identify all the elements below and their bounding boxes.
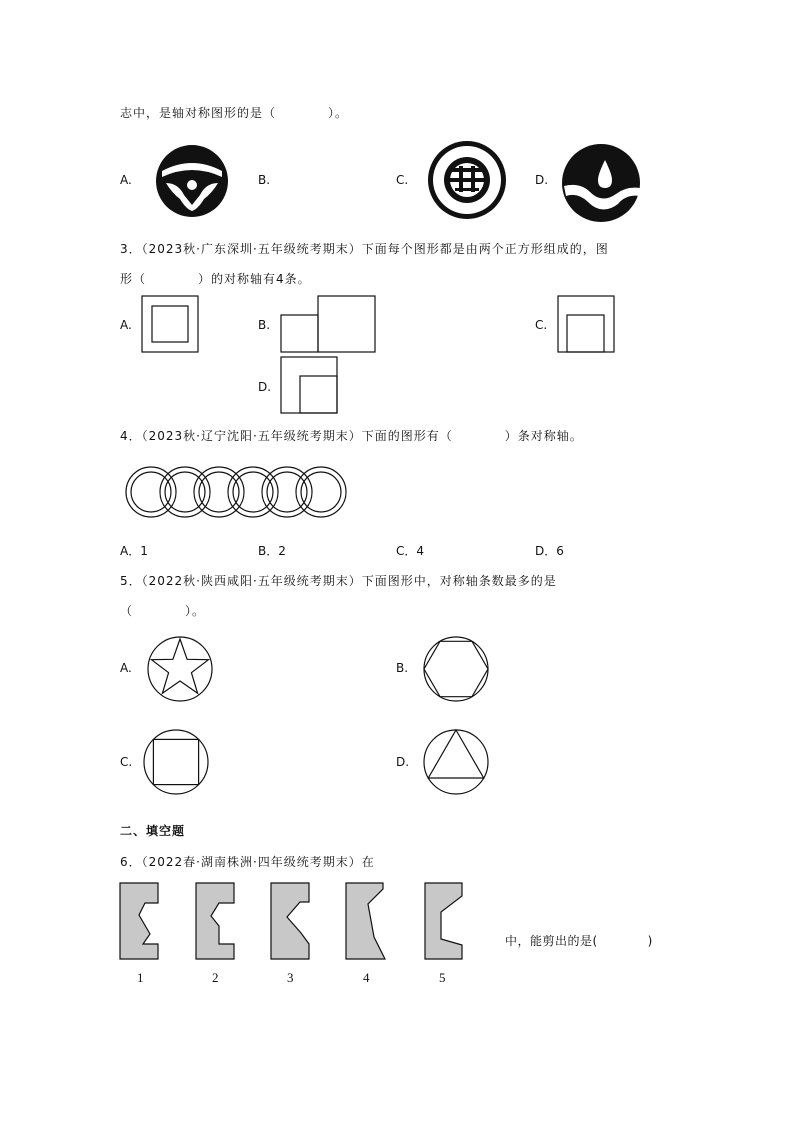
q6-shape-number-5: 5 xyxy=(439,970,446,985)
q4-stem: 4．（2023秋·辽宁沈阳·五年级统考期末）下面的图形有（ ）条对称轴。 xyxy=(120,429,583,443)
q3-figure-c xyxy=(557,295,615,353)
q5-option-c-label: C. xyxy=(120,755,133,769)
q6-shape-number-4: 4 xyxy=(363,970,370,985)
q5-stem-line1: 5．（2022秋·陕西咸阳·五年级统考期末）下面图形中，对称轴条数最多的是 xyxy=(120,574,557,588)
q4-option-a: A．1 xyxy=(120,544,148,558)
q2-option-c-label: C. xyxy=(396,173,409,187)
q3-figure-a xyxy=(141,295,199,353)
q5-option-a-label: A. xyxy=(120,661,132,675)
q2-logo-d xyxy=(560,142,642,224)
q5-stem-line2: （ ）。 xyxy=(120,604,206,618)
q2-logo-a xyxy=(150,139,234,223)
q3-option-b-label: B. xyxy=(258,318,271,332)
q2-stem: 志中，是轴对称图形的是（ ）。 xyxy=(120,106,349,120)
q5-figure-hexagon-in-circle xyxy=(422,635,490,703)
q5-option-b-label: B. xyxy=(396,661,409,675)
q2-option-a-label: A. xyxy=(120,173,132,187)
section-title-fill-in: 二、填空题 xyxy=(120,824,186,838)
q5-figure-triangle-in-circle xyxy=(422,728,490,796)
q4-six-rings-figure xyxy=(124,465,350,519)
q3-figure-d xyxy=(280,356,338,414)
q6-shape-number-1: 1 xyxy=(137,970,144,985)
q6-paper-shapes-figure xyxy=(119,882,469,960)
q2-option-b-label: B. xyxy=(258,173,271,187)
q3-option-d-label: D. xyxy=(258,380,272,394)
q2-option-d-label: D. xyxy=(535,173,549,187)
q6-stem: 6．（2022春·湖南株洲·四年级统考期末）在 xyxy=(120,855,375,869)
q3-option-a-label: A. xyxy=(120,318,132,332)
q2-logo-c xyxy=(425,138,509,222)
q6-shape-number-2: 2 xyxy=(212,970,219,985)
q5-option-d-label: D. xyxy=(396,755,410,769)
q5-figure-star-in-circle xyxy=(146,635,214,703)
q4-option-b: B．2 xyxy=(258,544,286,558)
q4-option-d: D．6 xyxy=(535,544,564,558)
q4-option-c: C．4 xyxy=(396,544,425,558)
q3-figure-b xyxy=(280,295,377,353)
q3-stem-line2: 形（ ）的对称轴有4条。 xyxy=(120,272,311,286)
q5-figure-square-in-circle xyxy=(142,728,210,796)
q3-option-c-label: C. xyxy=(535,318,548,332)
q3-stem-line1: 3．（2023秋·广东深圳·五年级统考期末）下面每个图形都是由两个正方形组成的，图 xyxy=(120,242,609,256)
q6-stem-tail: 中，能剪出的是( ) xyxy=(505,934,653,948)
q6-shape-number-3: 3 xyxy=(287,970,294,985)
